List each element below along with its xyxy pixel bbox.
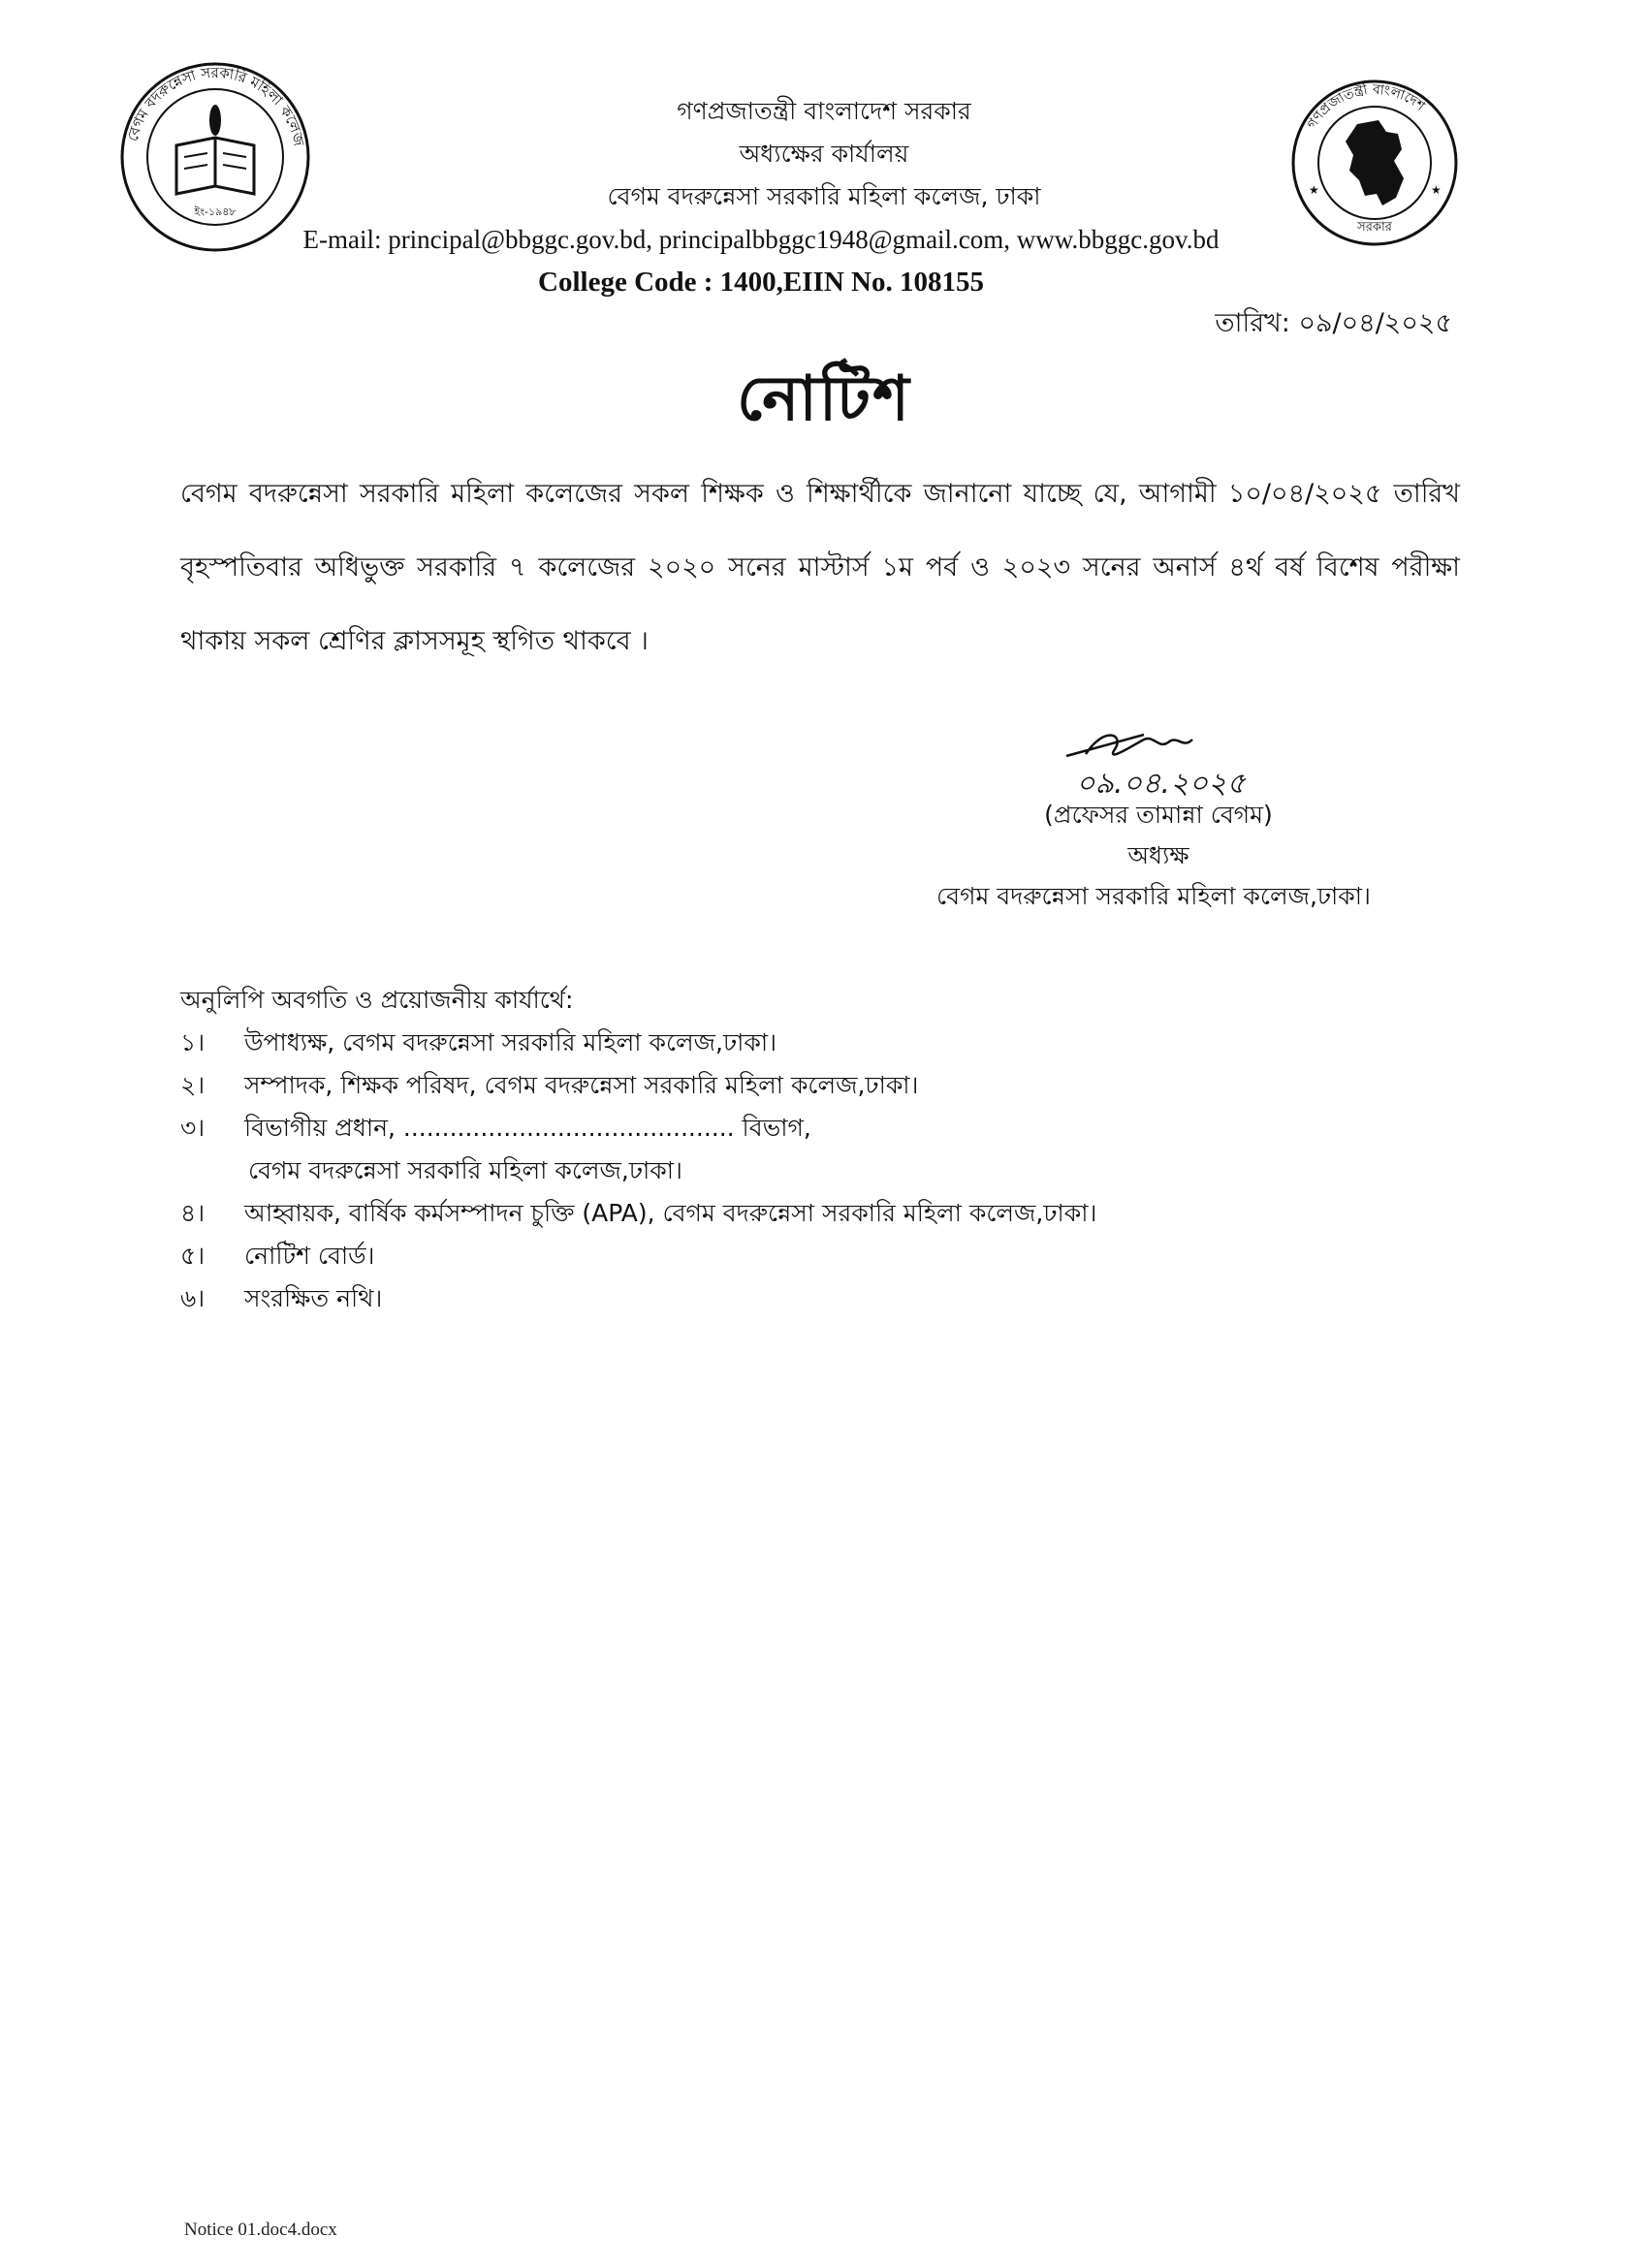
list-item-text: বিভাগীয় প্রধান, ........................................... বিভাগ, <box>244 1114 811 1142</box>
list-item-number: ৫। <box>180 1242 206 1270</box>
list-item-text: সম্পাদক, শিক্ষক পরিষদ, বেগম বদরুন্নেসা সরকারি মহিলা কলেজ,ঢাকা। <box>244 1071 919 1099</box>
government-seal-text: গণপ্রজাতন্ত্রী বাংলাদেশ <box>1304 81 1428 132</box>
copies-heading: অনুলিপি অবগতি ও প্রয়োজনীয় কার্যার্থে: <box>180 986 574 1014</box>
signer-name: (প্রফেসর তামান্না বেগম) <box>1044 801 1273 829</box>
list-item <box>180 1064 1344 1107</box>
footer-filename: Notice 01.doc4.docx <box>184 2220 337 2240</box>
list-item <box>180 1022 1344 1064</box>
star-icon: ★ <box>1431 183 1442 197</box>
signature <box>1047 715 1299 803</box>
list-item <box>180 1192 1344 1235</box>
copies-section <box>180 979 1344 1320</box>
list-item-number: ৪। <box>180 1199 206 1227</box>
notice-body: বেগম বদরুন্নেসা সরকারি মহিলা কলেজের সকল শিক্ষক ও শিক্ষার্থীকে জানানো যাচ্ছে যে, আগামী ১০/০৪/২০২৫ তারিখ বৃহস্পতিবার অধিভুক্ত সরকারি ৭ কলেজের ২০২০ সনের মাস্টার্স ১ম পর্ব ও ২০২৩ সনের অনার্স ৪র্থ বর্ষ বিশেষ পরীক্ষা থাকায় সকল শ্রেণির ক্লাসসমূহ স্থগিত থাকবে । <box>180 479 1460 656</box>
signer-title: অধ্যক্ষ <box>1127 841 1189 869</box>
list-item-text: উপাধ্যক্ষ, বেগম বদরুন্নেসা সরকারি মহিলা কলেজ,ঢাকা। <box>244 1028 777 1056</box>
list-item-text: আহ্বায়ক, বার্ষিক কর্মসম্পাদন চুক্তি (APA), বেগম বদরুন্নেসা সরকারি মহিলা কলেজ,ঢাকা। <box>244 1199 1097 1227</box>
list-item <box>180 1107 1344 1150</box>
signer-office: বেগম বদরুন্নেসা সরকারি মহিলা কলেজ,ঢাকা। <box>936 882 1371 910</box>
header-college-code: College Code : 1400,EIIN No. 108155 <box>538 267 984 298</box>
list-item <box>180 1235 1344 1277</box>
list-item <box>180 1277 1344 1320</box>
header-government: গণপ্রজাতন্ত্রী বাংলাদেশ সরকার <box>677 97 971 125</box>
list-item-continuation <box>180 1150 1344 1192</box>
star-icon: ★ <box>1309 183 1319 197</box>
header-office: অধ্যক্ষের কার্যালয় <box>739 140 909 168</box>
list-item-number: ২। <box>180 1071 206 1099</box>
header-email: E-mail: principal@bbggc.gov.bd, principalbbggc1948@gmail.com, www.bbggc.gov.bd <box>302 225 1220 254</box>
list-item-number: ৬। <box>180 1284 206 1312</box>
list-item-text: সংরক্ষিত নথি। <box>244 1284 383 1312</box>
government-seal-bottom: সরকার <box>1357 220 1392 235</box>
college-seal-year: ইং-১৯৪৮ <box>194 205 237 218</box>
signature-date: ০৯.০৪.২০২৫ <box>1076 767 1247 801</box>
college-seal-text: বেগম বদরুন্নেসা সরকারি মহিলা কলেজ <box>123 63 308 148</box>
header-college: বেগম বদরুন্নেসা সরকারি মহিলা কলেজ, ঢাকা <box>607 182 1041 210</box>
list-item-number: ৩। <box>180 1114 206 1142</box>
list-item-number: ১। <box>180 1028 206 1056</box>
list-item-text: নোটিশ বোর্ড। <box>244 1242 375 1270</box>
notice-date: তারিখ: ০৯/০৪/২০২৫ <box>1215 308 1452 338</box>
list-item-text: বেগম বদরুন্নেসা সরকারি মহিলা কলেজ,ঢাকা। <box>248 1156 682 1184</box>
notice-title: নোটিশ <box>737 363 911 435</box>
